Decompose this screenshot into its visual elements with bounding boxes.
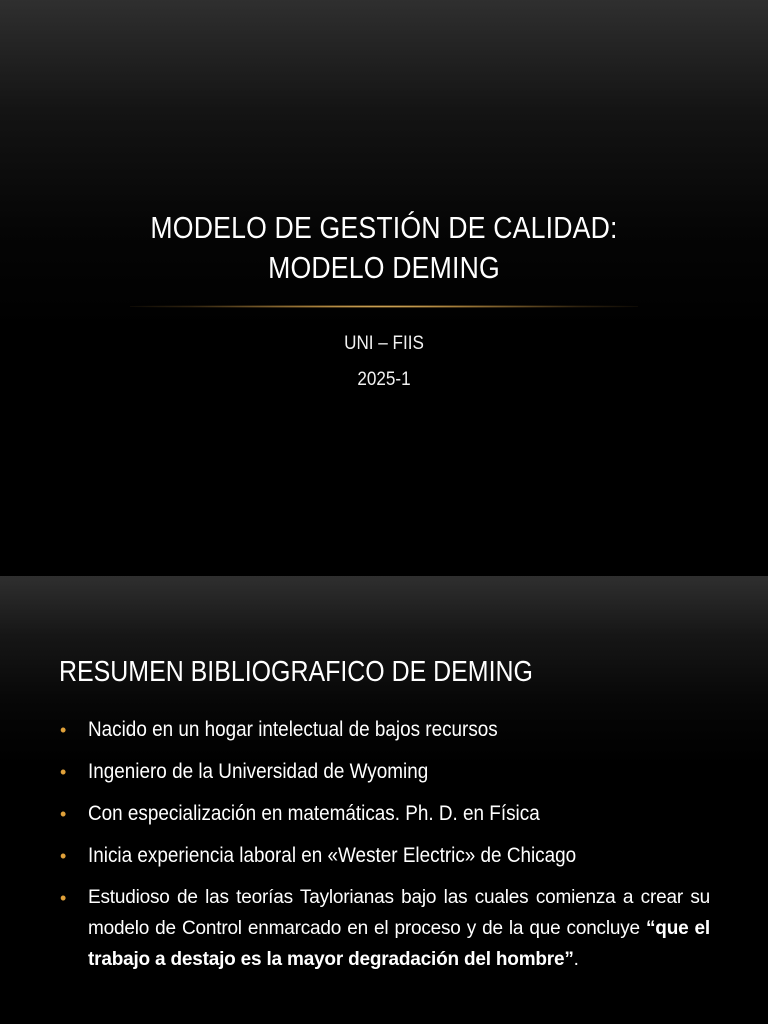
bullet-text: Con especialización en matemáticas. Ph. D. en Física <box>88 802 540 825</box>
bullet-item <box>60 840 710 872</box>
bullet-icon: • <box>60 888 67 908</box>
bold-quote: “que el trabajo a destajo es la mayor degradación del hombre” <box>88 918 710 970</box>
bullet-item <box>60 882 710 975</box>
content-slide-title: RESUMEN BIBLIOGRAFICO DE DEMING <box>59 656 533 688</box>
bullet-text-body: Estudioso de las teorías Taylorianas bajo las cuales comienza a crear su modelo de Control enmarcado en el proceso y de la que concluye <box>88 887 710 939</box>
bullet-text: Ingeniero de la Universidad de Wyoming <box>88 760 429 783</box>
bullet-text-end: . <box>573 949 579 970</box>
bullet-item <box>60 714 710 746</box>
bullet-list <box>60 714 710 985</box>
title-line-1: MODELO DE GESTIÓN DE CALIDAD: <box>150 210 618 245</box>
slide-title <box>54 208 714 288</box>
bullet-icon: • <box>60 846 67 866</box>
bullet-text: Nacido en un hogar intelectual de bajos recursos <box>88 718 498 741</box>
bullet-text: Inicia experiencia laboral en «Wester Electric» de Chicago <box>88 844 577 867</box>
bullet-icon: • <box>60 804 67 824</box>
bullet-item <box>60 798 710 830</box>
bullet-icon: • <box>60 762 67 782</box>
bullet-text <box>88 882 710 975</box>
bullet-item <box>60 756 710 788</box>
title-line-2: MODELO DEMING <box>268 250 500 285</box>
subtitle-term: 2025-1 <box>357 369 411 390</box>
subtitle-institution: UNI – FIIS <box>344 333 424 354</box>
gold-divider <box>130 305 638 308</box>
bullet-icon: • <box>60 720 67 740</box>
